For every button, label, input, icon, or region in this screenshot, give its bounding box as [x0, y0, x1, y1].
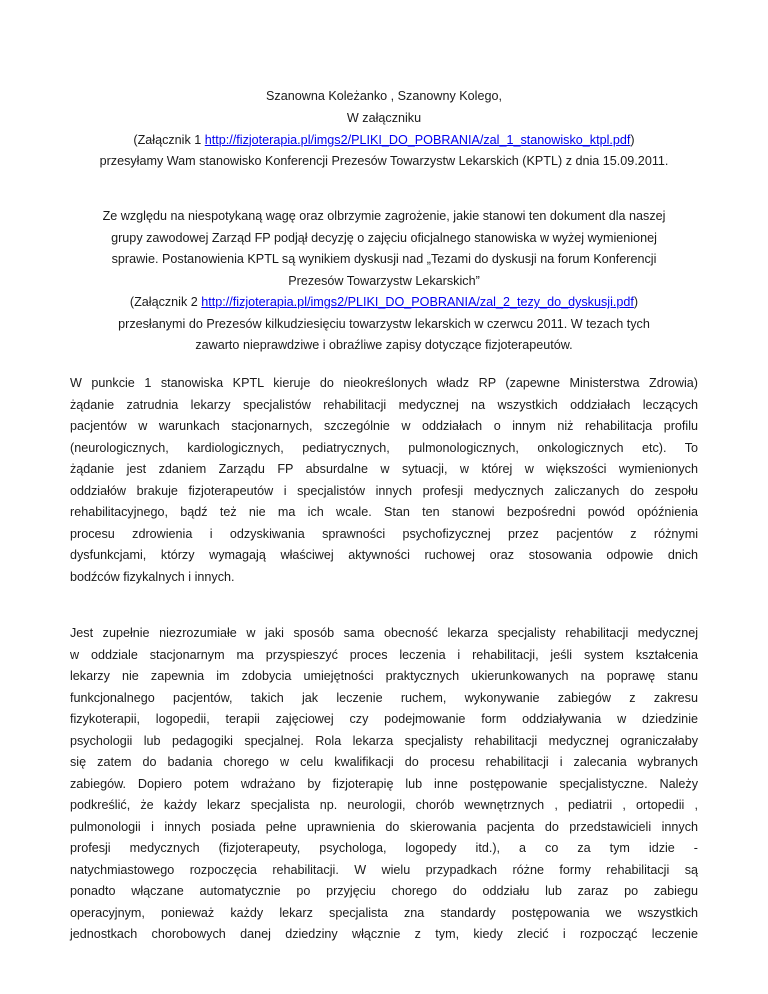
attachment-2-suffix: )	[633, 295, 639, 309]
attachment-1-suffix: )	[630, 132, 635, 147]
para3-line: procesu zdrowienia i odzyskiwania sprawności psychofizycznej przez pacjentów z różnymi	[70, 526, 698, 541]
attachment-2-label: (Załącznik 2	[129, 295, 202, 309]
para2-line-3: sprawie. Postanowienia KPTL są wynikiem dyskusji nad „Tezami do dyskusji na forum Konferencji	[111, 252, 657, 266]
para2-line-2: grupy zawodowej Zarząd FP podjął decyzję o zajęciu oficjalnego stanowiska w wyżej wymienionej	[111, 230, 657, 245]
attachment-2-line	[70, 292, 698, 314]
para4-line: w oddziale stacjonarnym ma przyspieszyć proces leczenia i rehabilitacji, jeśli system kształcenia	[70, 647, 698, 662]
para3-line: żądanie jest zdaniem Zarządu FP absurdalne w sytuacji, w której w większości wymienionych	[70, 462, 698, 476]
para4-line: jednostkach chorobowych danej dziedziny włącznie z tym, kiedy zlecić i rozpocząć leczenie	[70, 927, 698, 941]
attachment-1-link[interactable]: http://fizjoterapia.pl/imgs2/PLIKI_DO_POBRANIA/zal_1_stanowisko_ktpl.pdf	[204, 132, 631, 147]
para4-line: się zatem do badania chorego w celu kwalifikacji do procesu rehabilitacji i zalecania wybranych	[70, 755, 698, 769]
para3-line: żądanie zatrudnia lekarzy specjalistów rehabilitacji medycznej na wszystkich oddziałach leczących	[70, 397, 698, 412]
para4-line: funkcjonalnego pacjentów, takich jak leczenie ruchem, wykonywanie zabiegów z zakresu	[70, 690, 698, 705]
intro-line-3: przesyłamy Wam stanowisko Konferencji Prezesów Towarzystw Lekarskich (KPTL) z dnia 15.09.2011.	[99, 154, 669, 168]
para3-line: oddziałów brakuje fizjoterapeutów i specjalistów innych profesji medycznych zaliczanych do zespołu	[70, 483, 698, 498]
para3-line: bodźców fizykalnych i innych.	[70, 569, 235, 584]
para3-line: pacjentów w warunkach stacjonarnych, szczególnie w oddziałach o innym niż rehabilitacja profilu	[70, 419, 698, 433]
para2-line-4: Prezesów Towarzystw Lekarskich”	[288, 273, 480, 288]
para4-line: fizykoterapii, logopedii, terapii zajęciowej czy podejmowanie form oddziaływania w dziedzinie	[70, 712, 698, 726]
para4-line: ponadto włączane automatycznie po przyjęciu chorego do oddziału lub zaraz po zabiegu	[70, 884, 698, 898]
para4-line: podkreślić, że każdy lekarz specjalista np. neurologii, chorób wewnętrznych , pediatrii , ortopedii ,	[70, 798, 698, 812]
greeting-text: Szanowna Koleżanko , Szanowny Kolego,	[266, 89, 502, 103]
para3-line: dysfunkcjami, którzy wymagają właściwej aktywności ruchowej oraz stosowania odpowie dnich	[70, 548, 698, 562]
paragraph-4	[70, 623, 698, 946]
para4-line: pulmonologii i innych posiada pełne uprawnienia do skierowania pacjenta do przedstawicieli innych	[70, 819, 698, 834]
para3-line: (neurologicznych, kardiologicznych, pediatrycznych, pulmonologicznych, onkologicznych etc). To	[70, 440, 698, 455]
attachment-1-label: (Załącznik 1	[133, 132, 205, 147]
para3-line: W punkcie 1 stanowiska KPTL kieruje do nieokreślonych władz RP (zapewne Ministerstwa Zdrowia)	[70, 376, 698, 390]
paragraph-3	[70, 373, 698, 588]
para4-line: profesji medycznych (fizjoterapeuty, psychologa, logopedy itd.), a co za tym idzie -	[70, 841, 698, 855]
intro-paragraph	[70, 108, 698, 173]
para4-line: natychmiastowego rozpoczęcia rehabilitacji. W wielu przypadkach różne formy rehabilitacji są	[70, 862, 698, 877]
para2-line-1: Ze względu na niespotykaną wagę oraz olbrzymie zagrożenie, jakie stanowi ten dokument dla naszej	[102, 209, 666, 223]
para4-line: Jest zupełnie niezrozumiałe w jaki sposób sama obecność lekarza specjalisty rehabilitacji medycznej	[70, 626, 698, 640]
para4-line: lekarzy nie zapewnia im zdobycia umiejętności praktycznych ukierunkowanych na poprawę stanu	[70, 669, 698, 683]
para2-line-6: przesłanymi do Prezesów kilkudziesięciu towarzystw lekarskich w czerwcu 2011. W tezach tych	[118, 316, 650, 331]
attachment-2-link[interactable]: http://fizjoterapia.pl/imgs2/PLIKI_DO_POBRANIA/zal_2_tezy_do_dyskusji.pdf	[201, 295, 634, 309]
para2-line-7: zawarto nieprawdziwe i obraźliwe zapisy dotyczące fizjoterapeutów.	[195, 338, 573, 352]
greeting	[70, 86, 698, 108]
para4-line: operacyjnym, ponieważ każdy lekarz specjalista zna standardy postępowania we wszystkich	[70, 905, 698, 920]
para4-line: zabiegów. Dopiero potem wdrażano by fizjoterapię lub inne postępowanie specjalistyczne. Należy	[70, 776, 698, 791]
attachment-1-line	[70, 130, 698, 152]
para3-line: rehabilitacyjnego, bądź też nie ma ich wcale. Stan ten stanowi bezpośredni powód opóźnienia	[70, 505, 698, 519]
para4-line: psychologii lub pedagogiki specjalnej. Rola lekarza specjalisty rehabilitacji medycznej ograniczałaby	[70, 733, 698, 748]
intro-line-1: W załączniku	[346, 111, 422, 125]
paragraph-2	[70, 206, 698, 357]
